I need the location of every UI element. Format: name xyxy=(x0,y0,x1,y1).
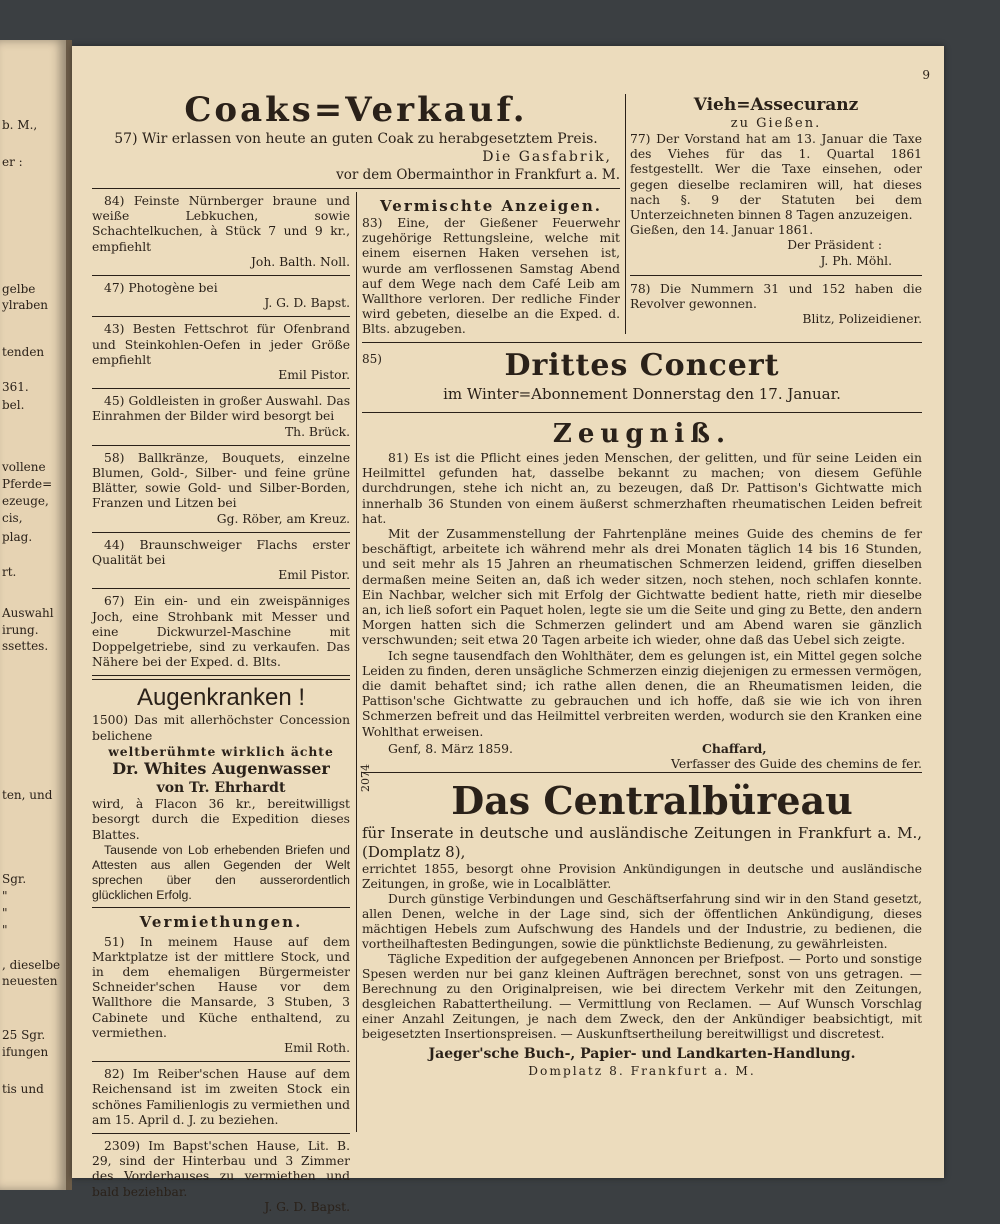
rental-signature: Emil Roth. xyxy=(284,1040,350,1055)
zeugnis-role: Verfasser des Guide des chemins de fer. xyxy=(671,755,922,771)
divider xyxy=(362,412,922,413)
central-subtitle: für Inserate in deutsche und ausländische Zeitungen in Frankfurt a. M., (Domplatz 8), xyxy=(362,824,922,861)
advert-text: 47) Photogène bei xyxy=(104,281,218,296)
small-advert xyxy=(92,320,350,385)
advert-text: 43) Besten Fettschrot für Ofenbrand und Steinkohlen-Oefen in jeder Größe empfiehlt xyxy=(92,322,350,367)
zeugnis-sig: Chaffard, xyxy=(702,740,767,756)
coaks-sig1: Die Gasfabrik, xyxy=(482,149,612,165)
left-fragment: bel. xyxy=(2,398,25,412)
advert-text: 58) Ballkränze, Bouquets, einzelne Blumen, Gold-, Silber- und feine grüne Blätter, sowie Gold- und Silber-Borden, Franzen und Litzen bei xyxy=(92,450,350,511)
left-fragment: ylraben xyxy=(2,298,49,312)
left-column xyxy=(92,192,350,1217)
concert-title: Drittes Concert xyxy=(504,348,780,383)
vieh-text: 77) Der Vorstand hat am 13. Januar die Taxe des Viehes für das 1. Quartal 1861 festgestellt. Wer die Taxe einsehen, oder gegen dieselbe reclamiren will, hat dieses nach §. 9 der Statuten bei dem Unterzeichneten binnen 8 Tagen anzuzeigen. xyxy=(630,132,922,223)
divider xyxy=(92,907,350,908)
advert-text: 44) Braunschweiger Flachs erster Qualität bei xyxy=(92,537,350,568)
vermischte-title: Vermischte Anzeigen. xyxy=(380,197,602,215)
augen-advert xyxy=(92,683,350,903)
left-fragment: ifungen xyxy=(2,1045,49,1059)
vieh-sig: J. Ph. Möhl. xyxy=(820,253,892,268)
concert-number: 85) xyxy=(362,352,382,366)
revolver-sig: Blitz, Polizeidiener. xyxy=(802,312,922,327)
left-fragment: er : xyxy=(2,155,23,169)
advert-number: 2074 xyxy=(359,764,372,792)
coaks-sig2: vor dem Obermainthor in Frankfurt a. M. xyxy=(336,167,620,183)
zeugnis-date: Genf, 8. März 1859. xyxy=(388,740,513,756)
divider xyxy=(92,275,350,276)
small-advert xyxy=(92,592,350,672)
coaks-text: 57) Wir erlassen von heute an guten Coak zu herabgesetztem Preis. xyxy=(114,131,598,147)
left-fragment: " xyxy=(2,906,8,920)
newspaper-page xyxy=(72,46,944,1214)
divider xyxy=(630,275,922,276)
concert-advert xyxy=(362,348,922,404)
left-fragment: Sgr. xyxy=(2,872,27,886)
zeugnis-title: Zeugniß. xyxy=(552,419,732,449)
divider xyxy=(92,1061,350,1062)
verm-title: Vermiethungen. xyxy=(139,912,303,931)
augen-line6: Tausende von Lob erhebenden Briefen und Attesten aus allen Gegenden der Welt sprechen über den ausserordentlich glücklichen Erfolg. xyxy=(92,842,350,903)
vermischte-text: 83) Eine, der Gießener Feuerwehr zugehörige Rettungsleine, welche mit einem eisernen Haken versehen ist, wurde am verflossenen Samstag Abend auf dem Wege nach dem Café Leib am Wallthore verloren. Der redliche Finder wird gebeten, dieselbe an die Exped. d. Blts. abzugeben. xyxy=(362,216,620,337)
divider xyxy=(92,188,620,189)
augen-line2: weltberühmte wirklich ächte xyxy=(108,743,334,759)
small-advert xyxy=(92,279,350,313)
rental-signature: J. G. D. Bapst. xyxy=(264,1199,350,1214)
vieh-title: Vieh=Assecuranz xyxy=(693,95,859,115)
left-fragment: " xyxy=(2,923,8,937)
left-fragment: vollene xyxy=(2,460,46,474)
advert-signature: Gg. Röber, am Kreuz. xyxy=(216,511,350,526)
small-advert xyxy=(92,392,350,442)
column-rule xyxy=(356,192,357,1132)
left-fragment: cis, xyxy=(2,511,23,525)
augen-line3: Dr. Whites Augenwasser xyxy=(112,759,330,779)
revolver-text: 78) Die Nummern 31 und 152 haben die Revolver gewonnen. xyxy=(630,281,922,312)
small-advert xyxy=(92,449,350,529)
column-rule xyxy=(625,94,626,334)
augen-line5: wird, à Flacon 36 kr., bereitwilligst besorgt durch die Expedition dieses Blattes. xyxy=(92,797,350,842)
coaks-advert xyxy=(92,90,620,184)
left-fragment: ssettes. xyxy=(2,639,49,653)
rental-text: 51) In meinem Hause auf dem Marktplatze ist der mittlere Stock, und in dem ehemaligen Bürgermeister Schneider'schen Hause vor dem Wallthore die Mansarde, 3 Stuben, 3 Cabinete und Küche enthaltend, zu vermiethen. xyxy=(92,934,350,1040)
zeugnis-p1: 81) Es ist die Pflicht eines jeden Menschen, der gelitten, und für seine Leiden ein Heilmittel gefunden hat, dasselbe bekannt zu machen; von diesem Gefühle durchdrungen, stehe ich nicht an, zu bezeugen, daß Dr. Pattison's Gichtwatte mich innerhalb 36 Stunden von einem äußerst schmerzhaften rheumatischen Leiden befreit hat. xyxy=(362,450,922,526)
central-address: Domplatz 8. Frankfurt a. M. xyxy=(528,1064,756,1078)
vermischte-advert xyxy=(362,196,620,338)
vieh-subtitle: zu Gießen. xyxy=(730,116,822,131)
divider xyxy=(92,675,350,676)
left-fragment: plag. xyxy=(2,530,33,544)
advert-signature: Th. Brück. xyxy=(284,424,350,439)
divider xyxy=(92,532,350,533)
rental-advert xyxy=(92,933,350,1059)
left-fragment: tenden xyxy=(2,345,45,359)
vieh-advert xyxy=(630,94,922,327)
advert-signature: Emil Pistor. xyxy=(278,368,350,383)
rental-advert xyxy=(92,1137,350,1217)
left-fragment: 361. xyxy=(2,380,29,394)
central-p3: Tägliche Expedition der aufgegebenen Annoncen per Briefpost. — Porto und sonstige Spesen werden nur bei ganz kleinen Aufträgen berechnet, sonst von uns getragen. — Berechnung zu den Originalpreisen, wie bei directem Verkehr mit den Zeitungen, desgleichen Rabattertheilung. — Vermittlung von Reclamen. — Auf Wunsch Vorschlag einer Anzahl Zeitungen, je nach dem Zweck, den der Ankündiger beabsichtigt, mit beigesetzten Insertionspreisen. — Auskunftsertheilung bereitwilligst und discretest. xyxy=(362,952,922,1041)
advert-signature: J. G. D. Bapst. xyxy=(264,296,350,311)
divider xyxy=(92,445,350,446)
vieh-role: Der Präsident : xyxy=(787,238,882,253)
rental-text: 2309) Im Bapst'schen Hause, Lit. B. 29, sind der Hinterbau und 3 Zimmer des Vorderhauses zu vermiethen und bald beziehbar. xyxy=(92,1138,350,1199)
left-fragment: 25 Sgr. xyxy=(2,1028,46,1042)
divider xyxy=(92,679,350,680)
advert-text: 45) Goldleisten in großer Auswahl. Das Einrahmen der Bilder wird besorgt bei xyxy=(92,394,350,424)
centralbuereau-advert xyxy=(359,764,922,1079)
left-fragment: gelbe xyxy=(2,282,36,296)
left-fragment: , dieselbe xyxy=(2,958,61,972)
advert-signature: Emil Pistor. xyxy=(278,568,350,583)
central-p1: errichtet 1855, besorgt ohne Provision Ankündigungen in deutsche und ausländische Zeitungen, in große, wie in Localblätter. xyxy=(362,862,922,891)
divider xyxy=(92,316,350,317)
left-fragment: rt. xyxy=(2,565,17,579)
adjacent-page-fragment xyxy=(0,40,66,1190)
coaks-title: Coaks=Verkauf. xyxy=(184,90,528,130)
rental-advert xyxy=(92,1065,350,1130)
divider xyxy=(362,772,922,773)
left-fragment: ezeuge, xyxy=(2,494,49,508)
divider xyxy=(362,342,922,343)
advert-text: 84) Feinste Nürnberger braune und weiße Lebkuchen, sowie Schachtelkuchen, à Stück 7 und 9 kr., empfiehlt xyxy=(92,194,350,254)
augen-line1: 1500) Das mit allerhöchster Concession belichene xyxy=(92,713,350,743)
left-fragment: " xyxy=(2,889,8,903)
rental-text: 82) Im Reiber'schen Hause auf dem Reichensand ist im zweiten Stock ein schönes Familienlogis zu vermiethen und am 15. April d. J. zu beziehen. xyxy=(92,1067,350,1127)
page-number: 9 xyxy=(922,68,930,82)
small-advert xyxy=(92,536,350,586)
advert-signature: Joh. Balth. Noll. xyxy=(251,254,350,269)
concert-subtitle: im Winter=Abonnement Donnerstag den 17. Januar. xyxy=(443,385,841,403)
left-fragment: b. M., xyxy=(2,118,38,132)
left-fragment: tis und xyxy=(2,1082,44,1096)
zeugnis-p3: Ich segne tausendfach den Wohlthäter, dem es gelungen ist, ein Mittel gegen solche Leiden zu finden, deren unsägliche Schmerzen einzig diejenigen zu ermessen vermögen, die damit behaftet sind; ich rathe allen denen, die an Rheumatismen leiden, die Pattison'sche Gichtwatte zu gebrauchen und ich hoffe, daß sie wie ich von ihren Schmerzen befreit und das Heilmittel verbreiten werden, wodurch sie den Kranken eine Wohlthat erweisen. xyxy=(362,647,922,739)
left-fragment: ten, und xyxy=(2,788,53,802)
advert-text: 67) Ein ein- und ein zweispänniges Joch, eine Strohbank mit Messer und eine Dickwurzel-Maschine mit Doppelgetriebe, sind zu verkaufen. Das Nähere bei der Exped. d. Blts. xyxy=(92,594,350,670)
central-p2: Durch günstige Verbindungen und Geschäftserfahrung sind wir in den Stand gesetzt, allen Denen, welche in der Lage sind, sich der öffentlichen Ankündigung, dieses mächtigen Hebels zum Aufschwung des Handels und der Industrie, zu bedienen, die vortheilhaftesten Bedingungen, sowie die pünktlichste Bedienung, zu gewährleisten. xyxy=(362,892,922,951)
left-fragment: Pferde= xyxy=(2,477,53,491)
zeugnis-advert xyxy=(362,418,922,773)
left-fragment: neuesten xyxy=(2,974,58,988)
central-firm: Jaeger'sche Buch-, Papier- und Landkarten-Handlung. xyxy=(428,1046,856,1062)
zeugnis-p2: Mit der Zusammenstellung der Fahrtenpläne meines Guide des chemins de fer beschäftigt, arbeitete ich während mehr als drei Monaten täglich 14 bis 16 Stunden, und seit mehr als 15 Jahren an rheumatischen Schmerzen leidend, griffen dieselben dermaßen meine Seiten an, daß ich weder sitzen, noch stehen, noch schlafen konnte. Ein Nachbar, welcher sich mit Erfolg der Gichtwatte bedient hatte, rieth mir dieselbe an, ich ließ sofort ein Paquet holen, legte sie um die Seite und ging zu Bette, den andern Morgen hatten sich die Schmerzen gelindert und am Abend waren sie gänzlich verschwunden; seit etwa 20 Tagen arbeite ich wieder, ohne daß das Uebel sich zeigte. xyxy=(362,526,922,648)
small-advert xyxy=(92,192,350,272)
left-fragment: irung. xyxy=(2,623,39,637)
vieh-date: Gießen, den 14. Januar 1861. xyxy=(630,223,814,238)
divider xyxy=(92,1133,350,1134)
divider xyxy=(92,388,350,389)
divider xyxy=(92,588,350,589)
central-title: Das Centralbüreau xyxy=(451,778,853,823)
left-fragment: Auswahl xyxy=(2,606,54,620)
augen-line4: von Tr. Ehrhardt xyxy=(156,780,286,797)
augen-title: Augenkranken ! xyxy=(136,684,306,712)
